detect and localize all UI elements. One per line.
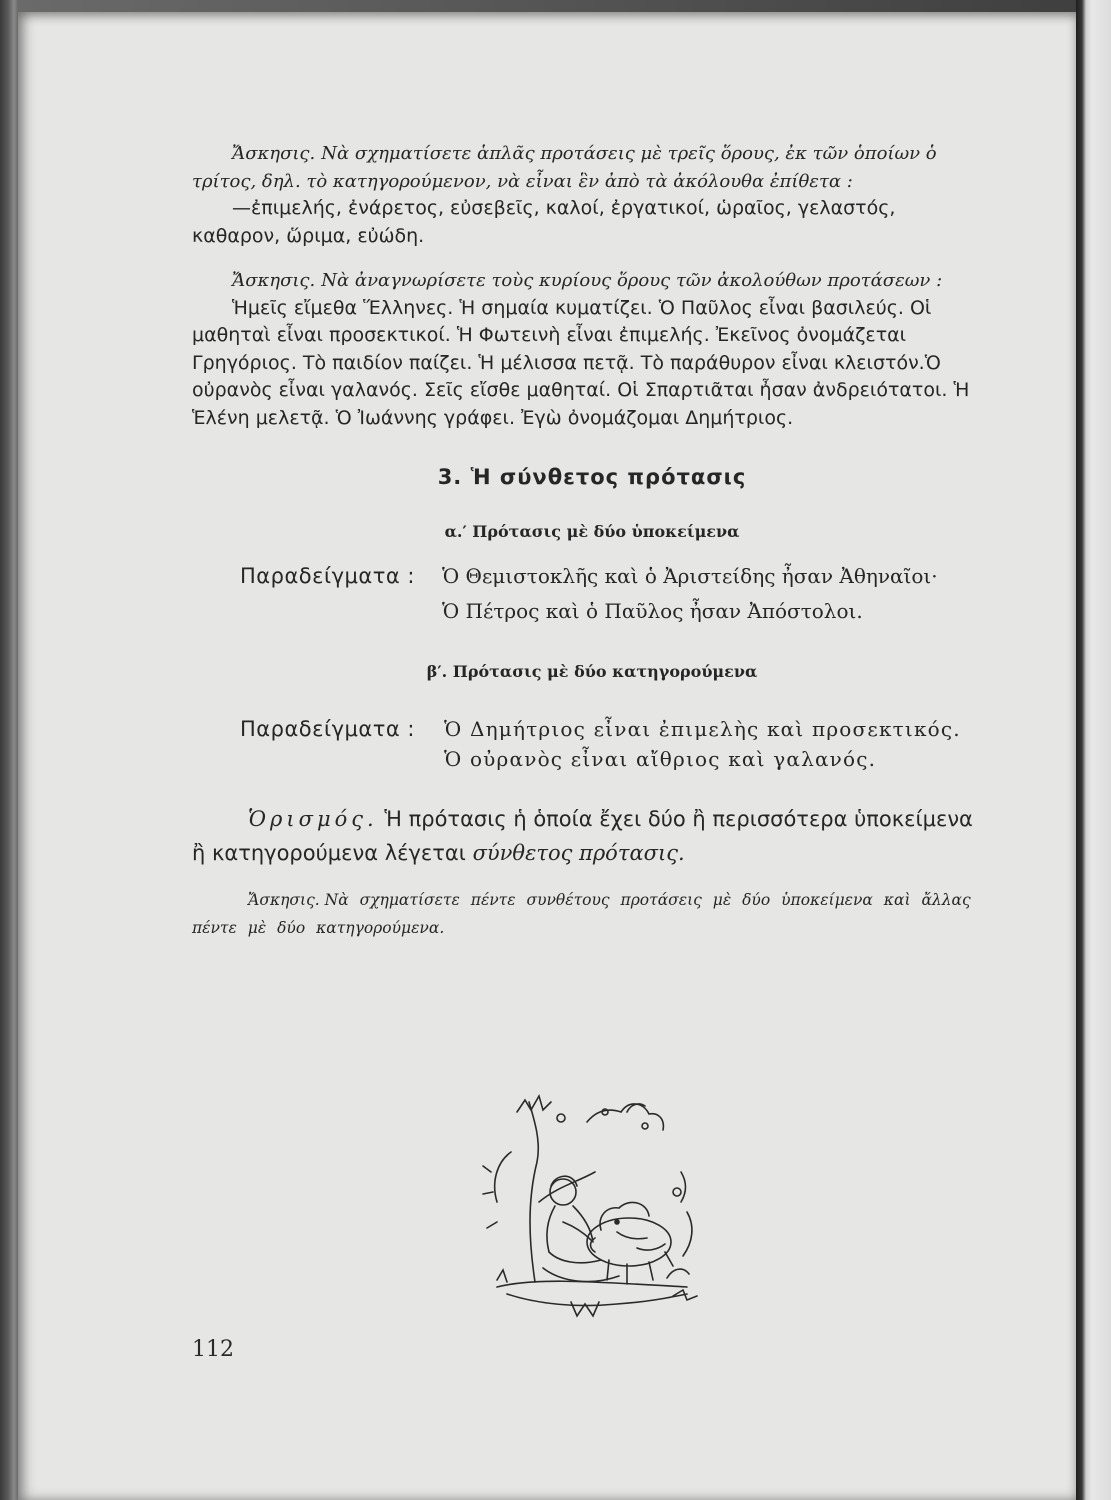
exercise-3-instruction xyxy=(192,887,988,942)
section-title: 3. Ἡ σύνθετος πρότασις xyxy=(437,465,747,489)
subsection-b-title: β′. Πρότασις μὲ δύο κατηγορούμενα xyxy=(426,662,758,681)
subsection-b-example-1: Ὁ Δημήτριος εἶναι ἐπιμελὴς καὶ προσεκτικός. xyxy=(444,717,961,741)
exercise-2-instruction-text: Νὰ ἀναγνωρίσετε τοὺς κυρίους ὅρους τῶν ἀκολούθων προτάσεων : xyxy=(321,270,943,291)
subsection-a-example-2: Ὁ Πέτρος καὶ ὁ Παῦλος ἦσαν Ἀπόστολοι. xyxy=(442,599,863,623)
definition-text: Ἡ πρότασις ἡ ὁποία ἔχει δύο ἢ περισσότερα ὑποκείμενα ἢ κατηγορούμενα λέγεται xyxy=(192,807,973,865)
exercise-2-instruction xyxy=(192,267,988,295)
exercise-1 xyxy=(192,140,988,250)
subsection-a-title: α.′ Πρότασις μὲ δύο ὑποκείμενα xyxy=(444,522,740,541)
exercise-1-word-list: —ἐπιμελής, ἐνάρετος, εὐσεβεῖς, καλοί, ἐργατικοί, ὡραῖος, γελαστός, καθαρον, ὥριμα, εὐώδη. xyxy=(192,197,896,247)
definition-term: Ὁρισμός. xyxy=(248,807,378,831)
definition-emphasis: σύνθετος πρότασις. xyxy=(472,841,685,865)
book-page xyxy=(18,12,1076,1500)
page-number: 112 xyxy=(192,1337,234,1362)
definition xyxy=(192,802,988,870)
girl-with-lamb-vignette-icon xyxy=(477,1082,707,1322)
exercise-3 xyxy=(192,887,988,942)
exercise-2-heading: Ἄσκησις. xyxy=(232,270,316,291)
exercise-1-instruction-text: Νὰ σχηματίσετε ἁπλᾶς προτάσεις μὲ τρεῖς ὅρους, ἐκ τῶν ὁποίων ὁ τρίτος, δηλ. τὸ κατηγορούμενον, νὰ εἶναι ἓν ἀπὸ τὰ ἀκόλουθα ἐπίθετα : xyxy=(192,143,937,192)
subsection-b-examples-label: Παραδείγματα : xyxy=(240,717,415,741)
exercise-3-instruction-text: Νὰ σχηματίσετε πέντε συνθέτους προτάσεις μὲ δύο ὑποκείμενα καὶ ἄλλας πέντε μὲ δύο κατηγορούμενα. xyxy=(192,891,971,937)
adjacent-page-edge xyxy=(1076,0,1111,1500)
exercise-1-heading: Ἄσκησις. xyxy=(232,143,316,164)
subsection-b-example-2: Ὁ οὐρανὸς εἶναι αἴθριος καὶ γαλανός. xyxy=(444,747,877,771)
subsection-a-example-1: Ὁ Θεμιστοκλῆς καὶ ὁ Ἀριστείδης ἦσαν Ἀθηναῖοι· xyxy=(442,564,938,588)
exercise-2-sentences: Ἡμεῖς εἴμεθα Ἕλληνες. Ἡ σημαία κυματίζει. Ὁ Παῦλος εἶναι βασιλεύς. Οἱ μαθηταὶ εἶναι προσεκτικοί. Ἡ Φωτεινὴ εἶναι ἐπιμελής. Ἐκεῖνος ὀνομάζεται Γρηγόριος. Τὸ παιδίον παίζει. Ἡ μέλισσα πετᾷ. Τὸ παράθυρον εἶναι κλειστόν.Ὁ οὐρανὸς εἶναι γαλανός. Σεῖς εἴσθε μαθηταί. Οἱ Σπαρτιᾶται ἦσαν ἀνδρειότατοι. Ἡ Ἑλένη μελετᾷ. Ὁ Ἰωάννης γράφει. Ἐγὼ ὀνομάζομαι Δημήτριος. xyxy=(192,296,970,429)
subsection-a-examples-label: Παραδείγματα : xyxy=(240,564,415,588)
exercise-1-instruction xyxy=(192,140,988,195)
exercise-2 xyxy=(192,267,988,432)
exercise-3-heading: Ἄσκησις. xyxy=(248,891,320,909)
